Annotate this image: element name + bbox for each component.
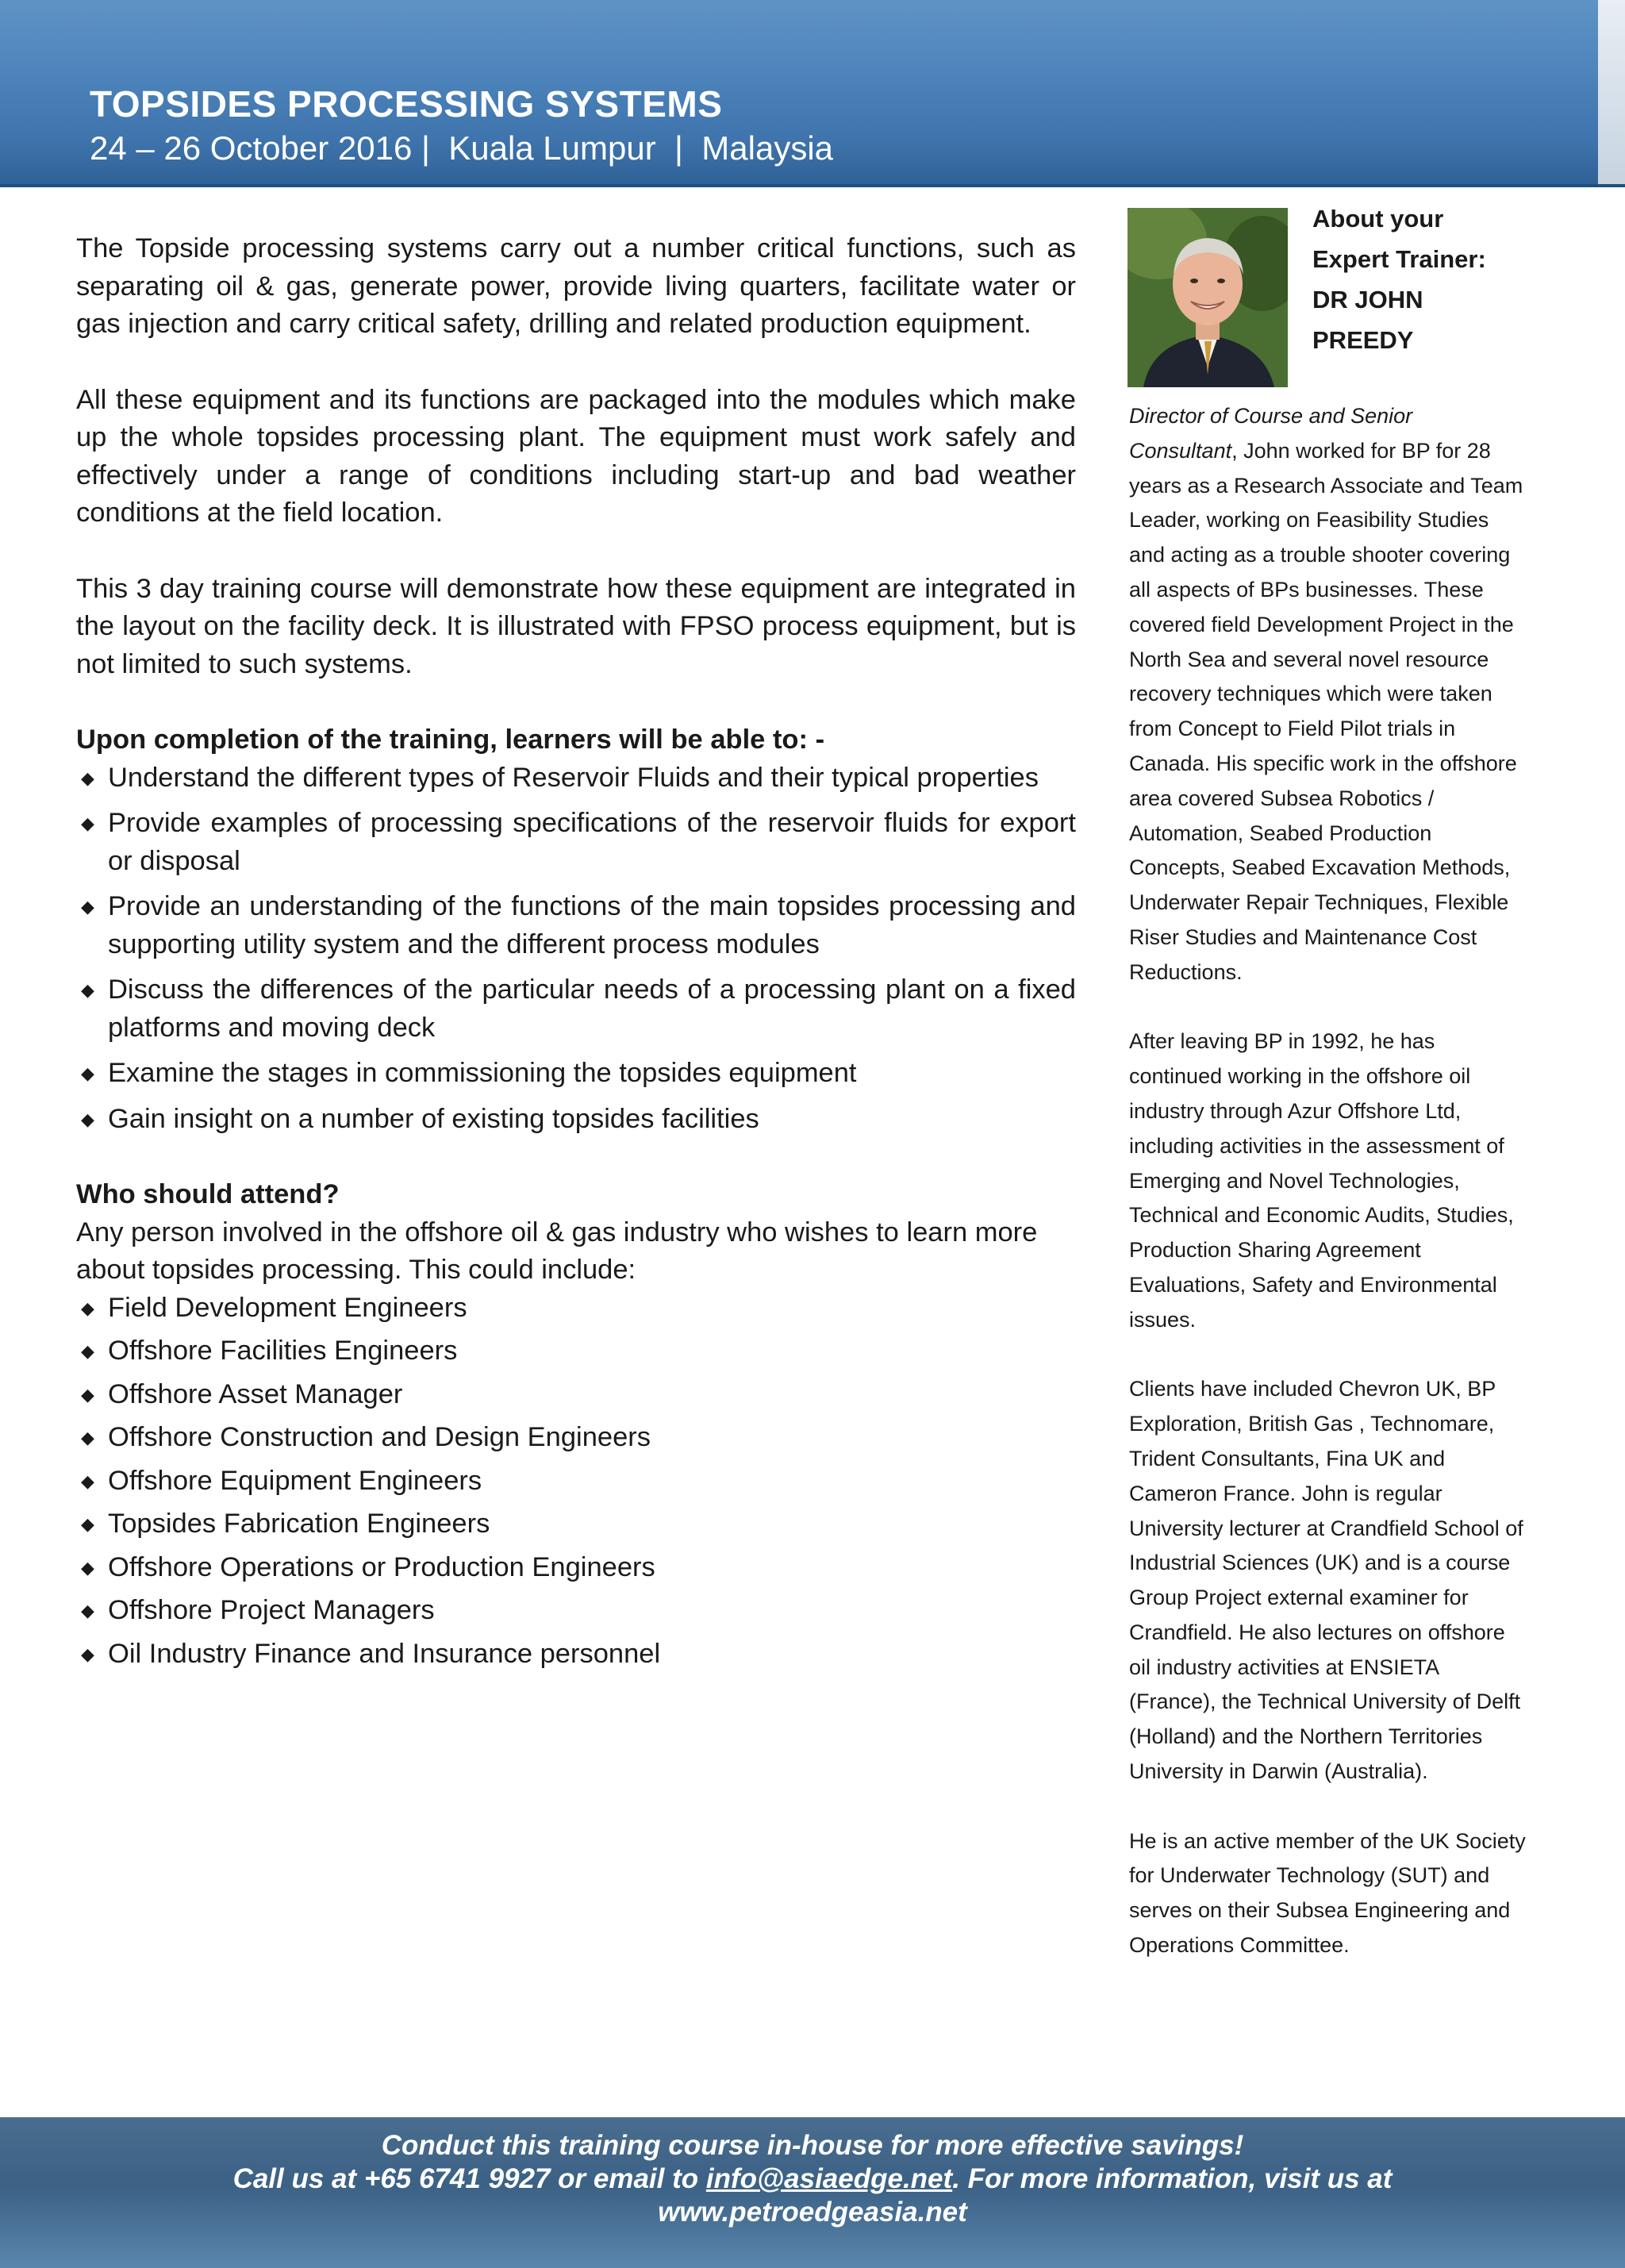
list-item [76, 1332, 1076, 1370]
list-item [76, 1636, 1076, 1674]
list-item [76, 1101, 1076, 1139]
footer-banner [0, 2117, 1625, 2268]
diamond-bullet-icon: ◆ [81, 1470, 94, 1491]
header-edge-strip [1598, 0, 1625, 184]
list-item [76, 1549, 1076, 1587]
list-item [76, 759, 1076, 798]
diamond-bullet-icon: ◆ [81, 1514, 94, 1534]
course-title: TOPSIDES PROCESSING SYSTEMS [90, 83, 723, 125]
trainer-bio [1129, 399, 1526, 1998]
attend-list [76, 1290, 1076, 1674]
diamond-bullet-icon: ◆ [81, 1109, 94, 1129]
bio-paragraph: Clients have included Chevron UK, BP Exploration, British Gas , Technomare, Trident Consultants, Fina UK and Cameron France. John is regular University lecturer at Crandfield School of Industrial Sciences (UK) and is a course Group Project external examiner for Crandfield. He also lectures on offshore oil industry activities at ENSIETA (France), the Technical University of Delft (Holland) and the Northern Territories University in Darwin (Australia). [1129, 1377, 1523, 1784]
email-link[interactable]: info@asiaedge.net [705, 2163, 953, 2194]
list-item [76, 1419, 1076, 1457]
trainer-heading-line: Expert Trainer: [1312, 245, 1486, 273]
list-item-text: Examine the stages in commissioning the topsides equipment [108, 1058, 857, 1088]
footer-contact-text: Call us at +65 6741 9927 or email to [232, 2163, 706, 2194]
trainer-photo [1128, 208, 1288, 387]
list-item [76, 1055, 1076, 1093]
intro-paragraph: All these equipment and its functions are packaged into the modules which make up the whole topsides processing plant. The equipment must work safely and effectively under a range of conditions including start-up and bad weather conditions at the field location. [76, 384, 1076, 528]
list-item-text: Topsides Fabrication Engineers [108, 1509, 490, 1539]
list-item [76, 1592, 1076, 1630]
diamond-bullet-icon: ◆ [81, 1643, 94, 1664]
bio-paragraph: He is an active member of the UK Society for Underwater Technology (SUT) and serves on their Subsea Engineering and Operations Committee. [1129, 1828, 1526, 1958]
trainer-heading-line: DR JOHN [1312, 286, 1423, 313]
list-item-text: Provide an understanding of the functions of the main topsides processing and supporting utility system and the different process modules [108, 891, 1076, 959]
outcomes-list [76, 759, 1076, 1139]
list-item [76, 971, 1076, 1047]
list-item-text: Discuss the differences of the particular needs of a processing plant on a fixed platforms and moving deck [108, 974, 1076, 1043]
header-banner [0, 0, 1625, 187]
list-item-text: Offshore Equipment Engineers [108, 1465, 482, 1496]
diamond-bullet-icon: ◆ [81, 1384, 94, 1405]
diamond-bullet-icon: ◆ [81, 1428, 94, 1447]
bio-text: , John worked for BP for 28 years as a Research Associate and Team Leader, working on Feasibility Studies and acting as a trouble shooter covering all aspects of BPs businesses. These covered field Development Project in the North Sea and several novel resource recovery techniques which were taken from Concept to Field Pilot trials in Canada. His specific work in the offshore area covered Subsea Robotics / Automation, Seabed Production Concepts, Seabed Excavation Methods, Underwater Repair Techniques, Flexible Riser Studies and Maintenance Cost Reductions. [1129, 438, 1523, 984]
attend-intro: Any person involved in the offshore oil & gas industry who wishes to learn more about topsides processing. This could include: [76, 1217, 1038, 1285]
list-item-text: Offshore Operations or Production Engineers [108, 1551, 655, 1582]
list-item-text: Offshore Asset Manager [108, 1378, 403, 1409]
bio-paragraph: After leaving BP in 1992, he has continued working in the offshore oil industry through Azur Offshore Ltd, including activities in the assessment of Emerging and Novel Technologies, Technical and Economic Audits, Studies, Production Sharing Agreement Evaluations, Safety and Environmental issues. [1129, 1029, 1514, 1332]
list-item-text: Oil Industry Finance and Insurance personnel [108, 1638, 661, 1669]
diamond-bullet-icon: ◆ [81, 1601, 94, 1620]
list-item [76, 805, 1076, 880]
list-item [76, 1290, 1076, 1328]
diamond-bullet-icon: ◆ [81, 813, 94, 833]
diamond-bullet-icon: ◆ [81, 1341, 94, 1361]
list-item [76, 888, 1076, 963]
intro-paragraph: This 3 day training course will demonstrate how these equipment are integrated in the layout on the facility deck. It is illustrated with FPSO process equipment, but is not limited to such systems. [76, 573, 1076, 679]
diamond-bullet-icon: ◆ [81, 1063, 94, 1083]
intro-paragraph: The Topside processing systems carry out a number critical functions, such as separating oil & gas, generate power, provide living quarters, facilitate water or gas injection and carry critical safety, drilling and related production equipment. [76, 233, 1076, 339]
list-item [76, 1376, 1076, 1414]
course-date-location: 24 – 26 October 2016 | Kuala Lumpur | Malaysia [90, 129, 834, 167]
list-item-text: Offshore Construction and Design Engineers [108, 1422, 651, 1452]
bio-paragraph [1129, 399, 1526, 990]
list-item [76, 1505, 1076, 1543]
trainer-heading-line: PREEDY [1312, 326, 1414, 354]
trainer-portrait-icon [1128, 208, 1288, 387]
diamond-bullet-icon: ◆ [81, 1557, 94, 1578]
list-item-text: Gain insight on a number of existing topsides facilities [108, 1103, 759, 1134]
trainer-heading-line: About your [1312, 205, 1444, 233]
trainer-heading [1312, 198, 1503, 360]
attend-heading: Who should attend? [76, 1179, 340, 1209]
list-item-text: Understand the different types of Reservoir Fluids and their typical properties [108, 762, 1039, 793]
footer-contact [0, 2163, 1625, 2195]
website-link[interactable]: www.petroedgeasia.net [658, 2197, 967, 2228]
list-item-text: Provide examples of processing specifications of the reservoir fluids for export or disposal [108, 808, 1076, 876]
diamond-bullet-icon: ◆ [81, 980, 94, 1000]
trainer-role: Director of Course and Senior Consultant [1129, 404, 1413, 463]
list-item-text: Offshore Facilities Engineers [108, 1336, 458, 1366]
main-content [76, 230, 1076, 1711]
footer-tagline: Conduct this training course in-house for more effective savings! [381, 2130, 1244, 2161]
diamond-bullet-icon: ◆ [81, 897, 94, 917]
list-item [76, 1463, 1076, 1501]
outcomes-heading: Upon completion of the training, learners will be able to: - [76, 725, 825, 755]
diamond-bullet-icon: ◆ [81, 1297, 94, 1318]
diamond-bullet-icon: ◆ [81, 767, 94, 788]
footer-contact-tail: . For more information, visit us at [952, 2163, 1393, 2194]
list-item-text: Field Development Engineers [108, 1292, 467, 1323]
list-item-text: Offshore Project Managers [108, 1595, 435, 1625]
